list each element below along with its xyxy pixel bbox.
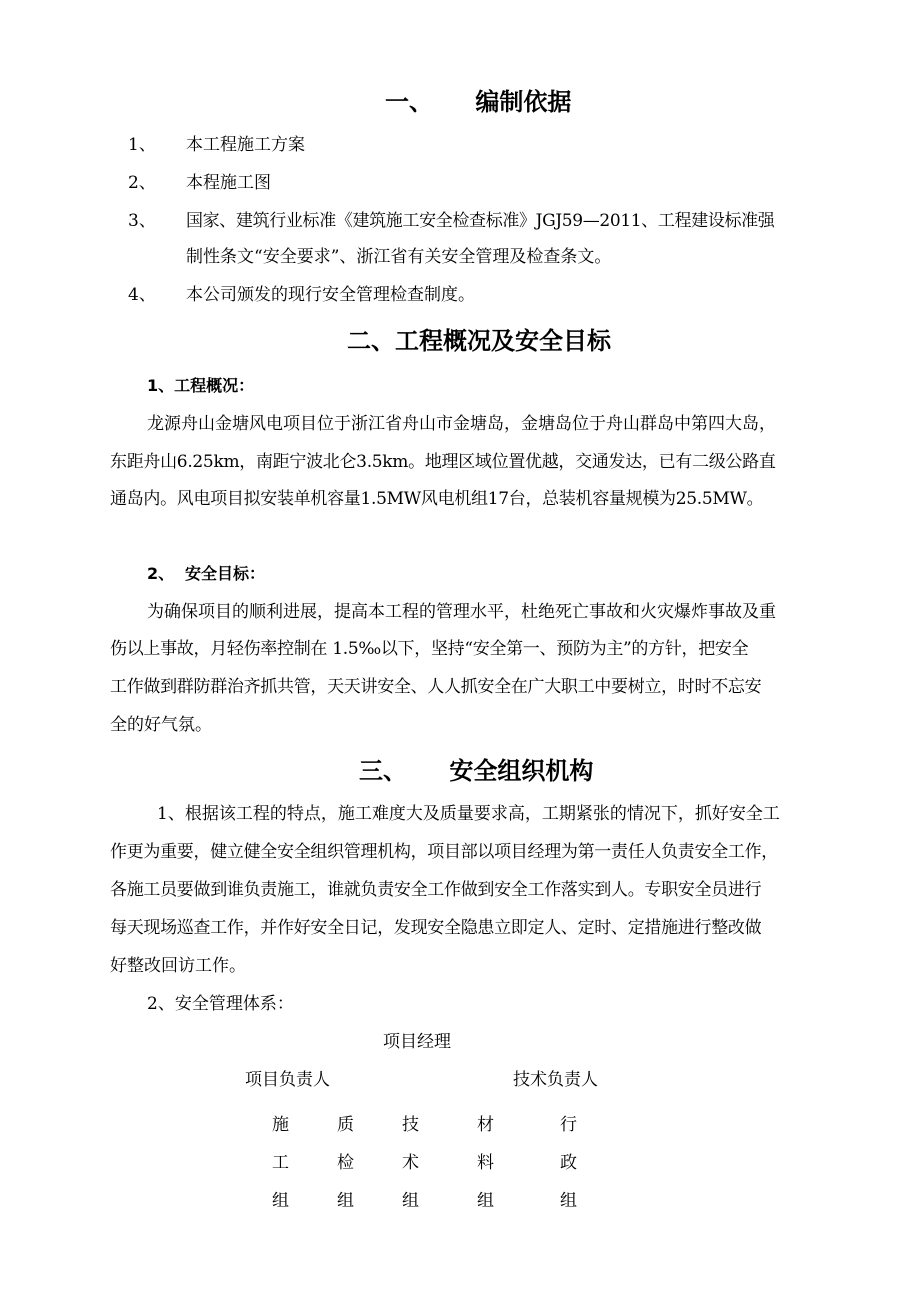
list-item-text: 本工程施工方案 — [186, 135, 305, 155]
paragraph-line: 通岛内。风电项目拟安装单机容量1.5MW风电机组17台，总装机容量规模为25.5MW。 — [110, 489, 764, 509]
paragraph-line: 为确保项目的顺利进展，提高本工程的管理水平，杜绝死亡事故和火灾爆炸事故及重 — [147, 602, 776, 622]
org-group-char: 术 — [402, 1153, 419, 1173]
org-group-column — [560, 1106, 577, 1220]
section3-number: 三、 — [359, 757, 407, 785]
paragraph-line: 好整改回访工作。 — [110, 956, 246, 976]
org-group-char: 组 — [337, 1191, 354, 1211]
list-item-text: 国家、建筑行业标准《建筑施工安全检查标准》JGJ59—2011、工程建设标准强 — [186, 211, 775, 231]
list-item — [128, 172, 271, 194]
subsection-heading — [147, 563, 265, 585]
org-group-char: 质 — [337, 1115, 354, 1135]
list-item-number: 1、 — [128, 135, 156, 155]
org-top-node: 项目经理 — [383, 1032, 451, 1052]
section3-title: 安全组织机构 — [449, 757, 594, 785]
section1-number: 一、 — [385, 88, 433, 116]
org-group-char: 材 — [477, 1115, 494, 1135]
org-group-column — [402, 1106, 419, 1220]
org-left-node: 项目负责人 — [245, 1070, 330, 1090]
org-group-column — [477, 1106, 494, 1220]
paragraph-line: 1、根据该工程的特点，施工难度大及质量要求高，工期紧张的情况下，抓好安全工 — [157, 804, 780, 824]
list-item-text: 本公司颁发的现行安全管理检查制度。 — [186, 285, 475, 305]
org-group-char: 工 — [272, 1153, 289, 1173]
org-group-char: 检 — [337, 1153, 354, 1173]
org-group-column — [272, 1106, 289, 1220]
list-item-number: 3、 — [128, 211, 156, 231]
org-group-column — [337, 1106, 354, 1220]
section3-heading — [359, 756, 593, 786]
paragraph-line: 东距舟山6.25km，南距宁波北仑3.5km。地理区域位置优越，交通发达，已有二级公路直 — [110, 452, 776, 472]
org-group-char: 组 — [477, 1191, 494, 1211]
org-right-node: 技术负责人 — [513, 1070, 598, 1090]
org-group-char: 技 — [402, 1115, 419, 1135]
subsection-heading: 1、工程概况： — [147, 376, 255, 395]
subsection-number: 2、 — [147, 564, 175, 583]
section2-heading: 二、工程概况及安全目标 — [347, 327, 611, 355]
subsection-title: 安全目标： — [185, 564, 266, 583]
paragraph-line: 作更为重要，健立健全安全组织管理机构，项目部以项目经理为第一责任人负责安全工作， — [110, 842, 778, 862]
paragraph-line: 各施工员要做到谁负责施工，谁就负责安全工作做到安全工作落实到人。专职安全员进行 — [110, 880, 762, 900]
paragraph-line: 全的好气氛。 — [110, 715, 212, 735]
org-group-char: 组 — [402, 1191, 419, 1211]
list-item-continuation: 制性条文“安全要求”、浙江省有关安全管理及检查条文。 — [186, 247, 612, 267]
section1-heading — [385, 87, 571, 117]
org-group-char: 政 — [560, 1153, 577, 1173]
list-item-text: 本程施工图 — [186, 173, 271, 193]
list-item-number: 4、 — [128, 285, 156, 305]
org-group-char: 行 — [560, 1115, 577, 1135]
org-group-char: 料 — [477, 1153, 494, 1173]
paragraph-line: 每天现场巡查工作，并作好安全日记，发现安全隐患立即定人、定时、定措施进行整改做 — [110, 918, 762, 938]
org-group-char: 施 — [272, 1115, 289, 1135]
list-item — [128, 284, 475, 306]
list-item — [128, 134, 305, 156]
list-item-number: 2、 — [128, 173, 156, 193]
paragraph-line: 2、安全管理体系： — [147, 994, 294, 1014]
paragraph-line: 工作做到群防群治齐抓共管，天天讲安全、人人抓安全在广大职工中要树立，时时不忘安 — [110, 677, 762, 697]
org-group-char: 组 — [560, 1191, 577, 1211]
section1-title: 编制依据 — [475, 88, 572, 116]
paragraph-line: 龙源舟山金塘风电项目位于浙江省舟山市金塘岛，金塘岛位于舟山群岛中第四大岛， — [147, 414, 776, 434]
list-item — [128, 210, 774, 232]
paragraph-line: 伤以上事故，月轻伤率控制在 1.5‰以下，坚持“安全第一、预防为主”的方针，把安全 — [110, 639, 749, 659]
org-group-char: 组 — [272, 1191, 289, 1211]
